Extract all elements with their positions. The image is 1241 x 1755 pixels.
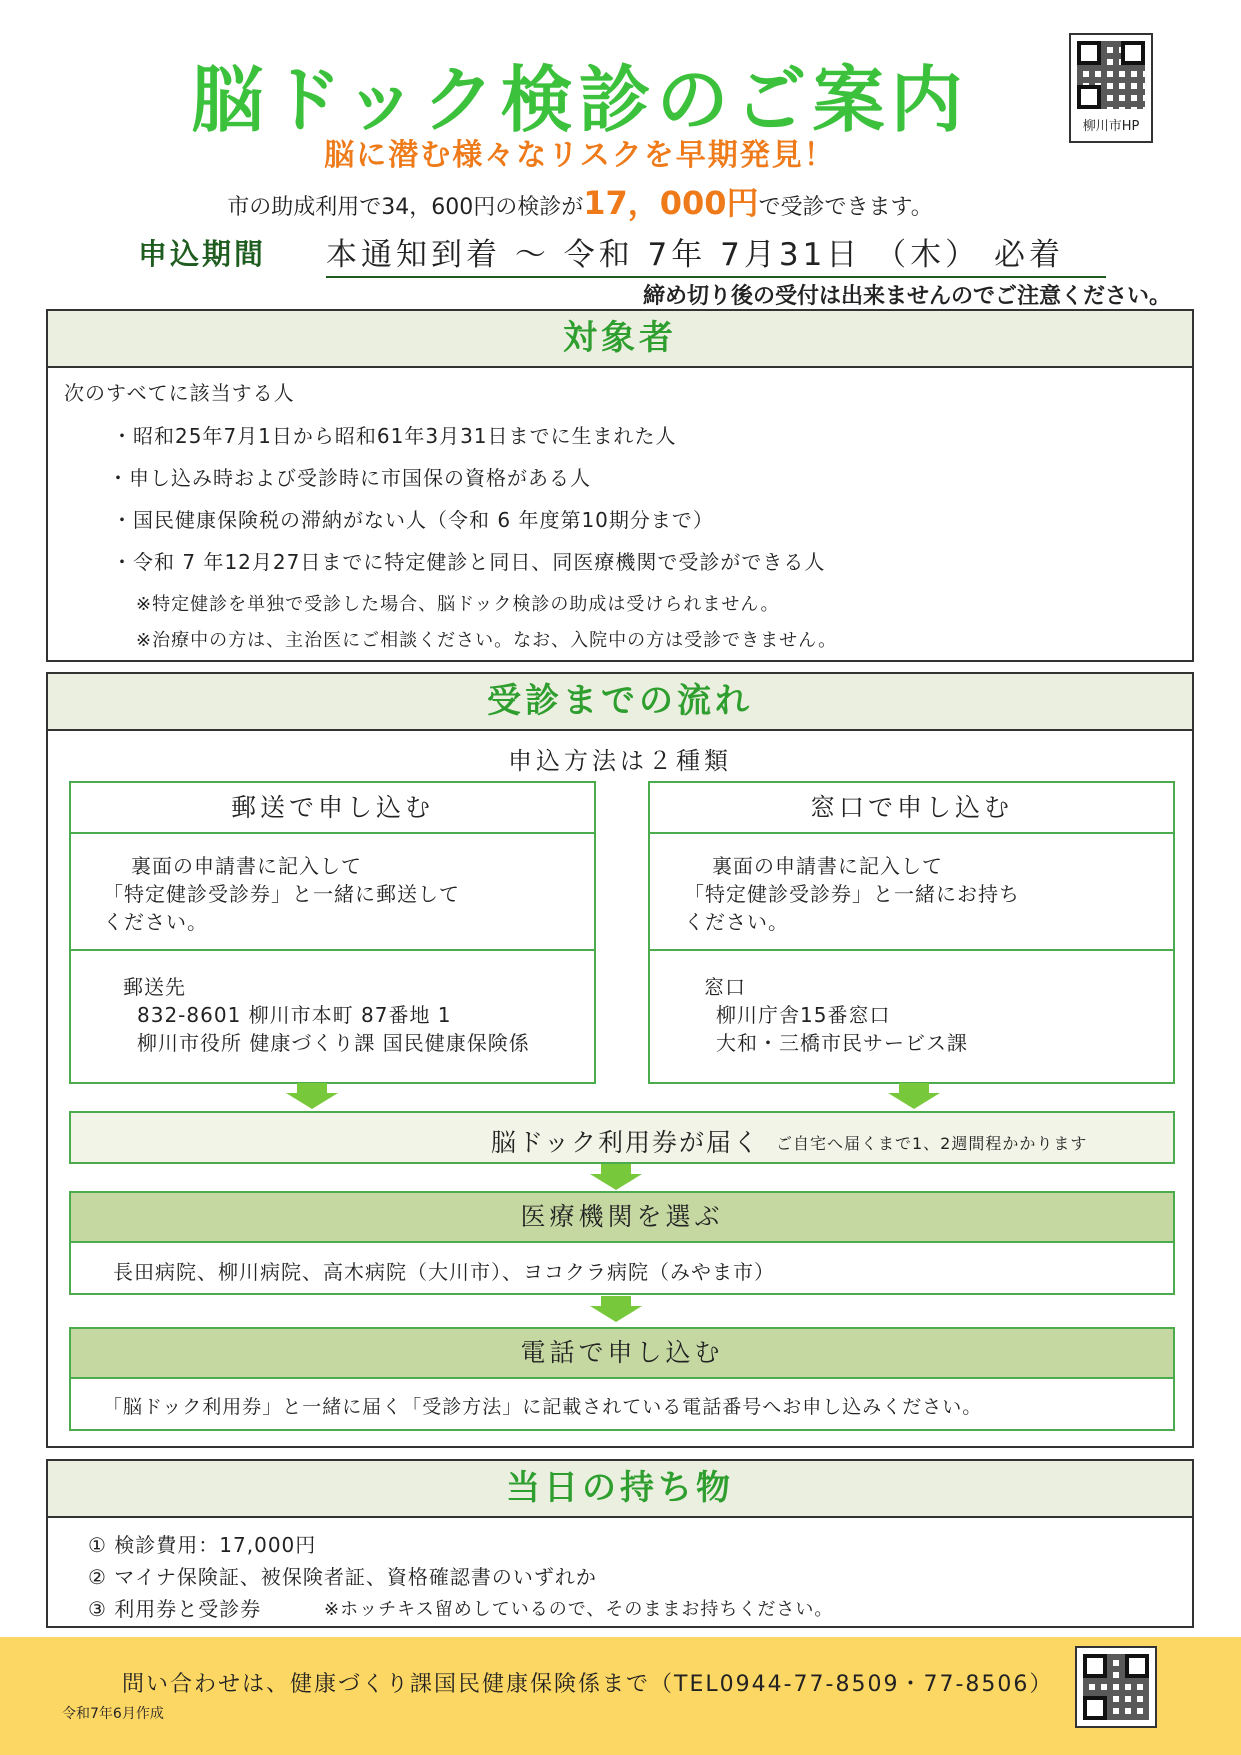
footer	[0, 1637, 1241, 1755]
qr-caption: 柳川市HP	[1082, 119, 1140, 134]
eligibility-item: ・申し込み時および受診時に市国保の資格がある人	[108, 466, 591, 490]
subtitle: 脳に潜む様々なリスクを早期発見！	[324, 138, 836, 173]
lead-text	[0, 178, 1160, 224]
eligibility-section	[46, 309, 1194, 662]
belongings-item: ② マイナ保険証、被保険者証、資格確認書のいずれか	[88, 1565, 597, 1589]
belongings-section	[46, 1459, 1194, 1628]
ticket-label: 脳ドック利用券が届く	[491, 1128, 761, 1157]
phone-text: 「脳ドック利用券」と一緒に届く「受診方法」に記載されている電話番号へお申し込みください。	[103, 1396, 983, 1418]
belongings-note: ※ホッチキス留めしているので、そのままお持ちください。	[324, 1599, 834, 1620]
page-title: 脳ドック検診のご案内	[191, 58, 969, 142]
flow-section	[46, 672, 1194, 1448]
created-date: 令和7年6月作成	[62, 1706, 164, 1722]
eligibility-item: ・昭和25年7月1日から昭和61年3月31日までに生まれた人	[112, 424, 677, 448]
qr-code-homepage[interactable]	[1069, 33, 1153, 143]
counter-method-title: 窓口で申し込む	[650, 783, 1173, 834]
eligibility-item: ・令和 7 年12月27日までに特定健診と同日、同医療機関で受診ができる人	[112, 550, 826, 574]
mail-body-line: 「特定健診受診券」と一緒に郵送して	[103, 882, 460, 906]
lead-price: 17，000円	[583, 184, 759, 222]
eligibility-note: ※特定健診を単独で受診した場合、脳ドック検診の助成は受けられません。	[136, 594, 780, 615]
counter-body-line: ください。	[684, 910, 789, 934]
flow-arrow-icon	[590, 1296, 642, 1322]
counter-dest-line: 柳川庁舎15番窓口	[716, 1003, 891, 1027]
counter-dest-line: 大和・三橋市民サービス課	[716, 1031, 968, 1055]
eligibility-heading: 対象者	[48, 311, 1192, 368]
ticket-arrival-bar	[69, 1111, 1175, 1164]
eligibility-intro: 次のすべてに該当する人	[64, 381, 295, 405]
period-label: 申込期間	[138, 237, 267, 271]
hospital-list: 長田病院、柳川病院、高木病院（大川市）、ヨコクラ病院（みやま市）	[113, 1260, 775, 1284]
mail-dest-line: 柳川市役所 健康づくり課 国民健康保険係	[137, 1031, 530, 1055]
mail-body-line: 裏面の申請書に記入して	[131, 854, 362, 878]
hospital-title: 医療機関を選ぶ	[69, 1191, 1175, 1243]
mail-dest-line: 832-8601 柳川市本町 87番地 1	[137, 1003, 452, 1027]
counter-body-line: 裏面の申請書に記入して	[712, 854, 943, 878]
contact-info: 問い合わせは、健康づくり課国民健康保険係まで（TEL0944-77-8509・77-8506）	[122, 1672, 1054, 1697]
flow-arrow-icon	[590, 1164, 642, 1190]
phone-text-box	[69, 1377, 1175, 1431]
hospital-list-box	[69, 1241, 1175, 1295]
mail-body-line: ください。	[103, 910, 208, 934]
belongings-item: ③ 利用券と受診券	[88, 1597, 262, 1621]
mail-method-title: 郵送で申し込む	[71, 783, 594, 834]
lead-after: で受診できます。	[758, 195, 933, 220]
flow-arrow-icon	[888, 1083, 940, 1109]
deadline-note: 締め切り後の受付は出来ませんのでご注意ください。	[642, 284, 1171, 309]
belongings-item: ① 検診費用：17,000円	[88, 1533, 317, 1557]
qr-code-contact[interactable]	[1075, 1646, 1157, 1728]
mail-dest-label: 郵送先	[123, 975, 186, 999]
phone-title: 電話で申し込む	[69, 1327, 1175, 1379]
belongings-heading: 当日の持ち物	[48, 1461, 1192, 1518]
counter-dest-label: 窓口	[704, 975, 746, 999]
counter-body-line: 「特定健診受診券」と一緒にお持ち	[684, 882, 1020, 906]
lead-before: 市の助成利用で34，600円の検診が	[227, 195, 584, 220]
eligibility-item: ・国民健康保険税の滞納がない人（令和 6 年度第10期分まで）	[112, 508, 714, 532]
ticket-note: ご自宅へ届くまで1、2週間程かかります	[776, 1134, 1088, 1153]
methods-title: 申込方法は２種類	[508, 747, 732, 775]
flow-heading: 受診までの流れ	[48, 674, 1192, 731]
period-value: 本通知到着 ～ 令和 7年 7月31日 （木） 必着	[326, 229, 1106, 278]
flow-arrow-icon	[286, 1083, 338, 1109]
counter-method-box	[648, 781, 1175, 1084]
eligibility-note: ※治療中の方は、主治医にご相談ください。なお、入院中の方は受診できません。	[136, 630, 838, 651]
mail-method-box	[69, 781, 596, 1084]
